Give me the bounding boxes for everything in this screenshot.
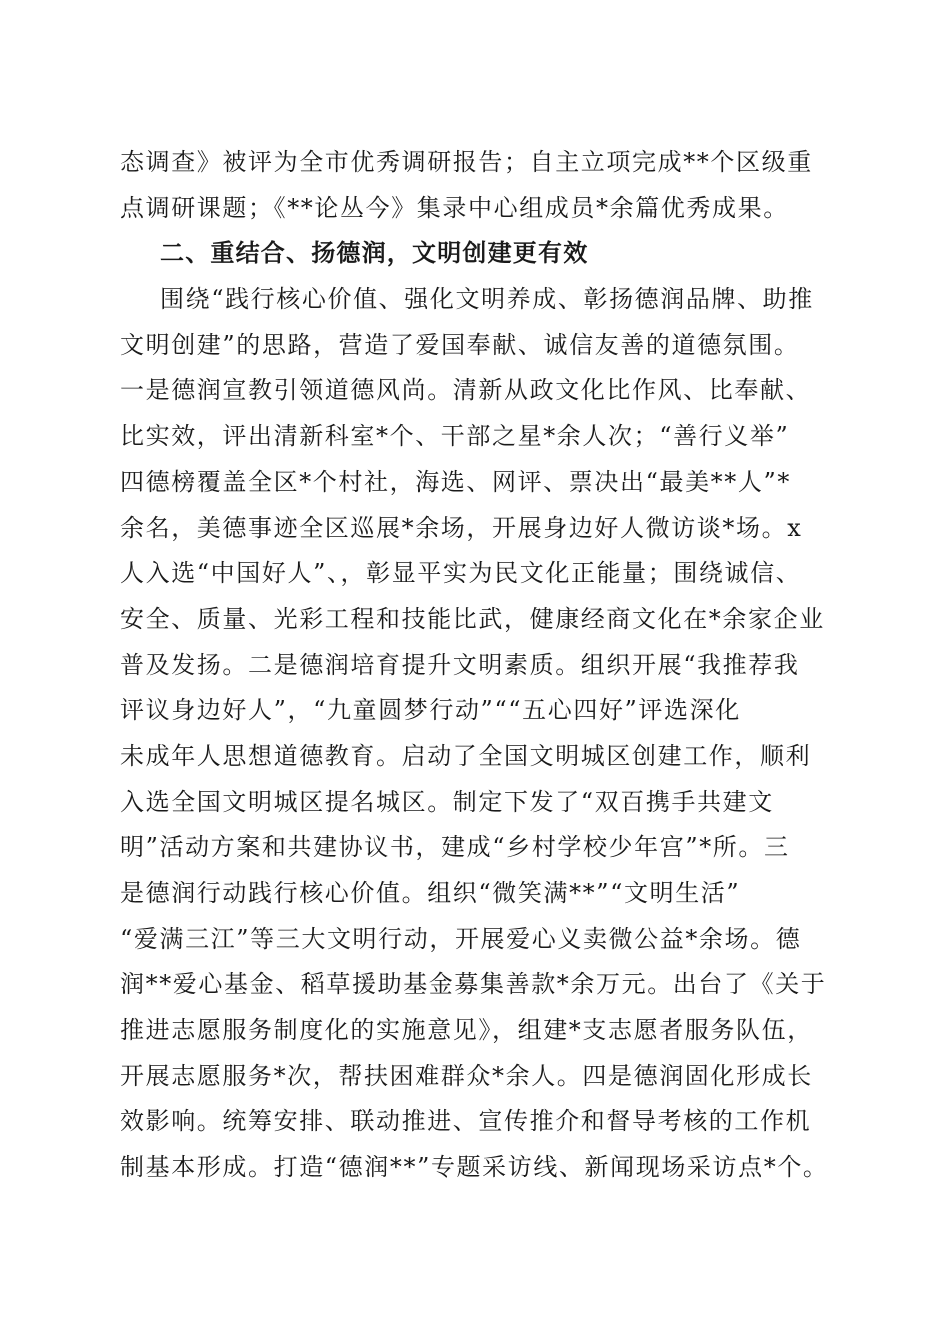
body-line: 开展志愿服务*次，帮扶困难群众*余人。四是德润固化形成长: [120, 1061, 813, 1090]
body-line: 明”活动方案和共建协议书，建成“乡村学校少年宫”*所。三: [120, 833, 790, 862]
body-line: 推进志愿服务制度化的实施意见》，组建*支志愿者服务队伍，: [120, 1016, 813, 1045]
body-line: 未成年人思想道德教育。启动了全国文明城区创建工作，顺利: [120, 741, 812, 770]
body-line: 点调研课题；《**论丛今》集录中心组成员*余篇优秀成果。: [120, 193, 789, 222]
body-line: 文明创建”的思路，营造了爱国奉献、诚信友善的道德氛围。: [120, 330, 800, 359]
body-line: 余名，美德事迹全区巡展*余场，开展身边好人微访谈*场。x: [120, 513, 803, 542]
body-line: 制基本形成。打造“德润**”专题采访线、新闻现场采访点*个。: [120, 1153, 829, 1182]
paragraph-first-line: 围绕“践行核心价值、强化文明养成、彰扬德润品牌、助推: [160, 285, 814, 314]
body-line: 入选全国文明城区提名城区。制定下发了“双百携手共建文: [120, 787, 774, 816]
body-line: 一是德润宣教引领道德风尚。清新从政文化比作风、比奉献、: [120, 376, 812, 405]
section-heading: 二、重结合、扬德润，文明创建更有效: [160, 239, 589, 268]
body-line: 润**爱心基金、稻草援助基金募集善款*余万元。出台了《关于: [120, 970, 827, 999]
document-body: [120, 140, 850, 1191]
body-line: 效影响。统筹安排、联动推进、宣传推介和督导考核的工作机: [120, 1107, 812, 1136]
body-line: “爱满三江”等三大文明行动，开展爱心义卖微公益*余场。德: [120, 924, 802, 953]
body-line: 安全、质量、光彩工程和技能比武，健康经商文化在*余家企业: [120, 604, 825, 633]
body-line: 人入选“中国好人”、，彰显平实为民文化正能量；围绕诚信、: [120, 559, 802, 588]
body-line: 比实效，评出清新科室*个、干部之星*余人次；“善行义举”: [120, 422, 790, 451]
body-line: 态调查》被评为全市优秀调研报告；自主立项完成**个区级重: [120, 148, 813, 176]
body-line: 四德榜覆盖全区*个村社，海选、网评、票决出“最美**人”*: [120, 467, 791, 496]
body-line: 评议身边好人”，“九童圆梦行动”““五心四好”评选深化: [120, 696, 741, 725]
body-line: 是德润行动践行核心价值。组织“微笑满**”“文明生活”: [120, 879, 741, 907]
body-line: 普及发扬。二是德润培育提升文明素质。组织开展“我推荐我: [120, 650, 800, 679]
